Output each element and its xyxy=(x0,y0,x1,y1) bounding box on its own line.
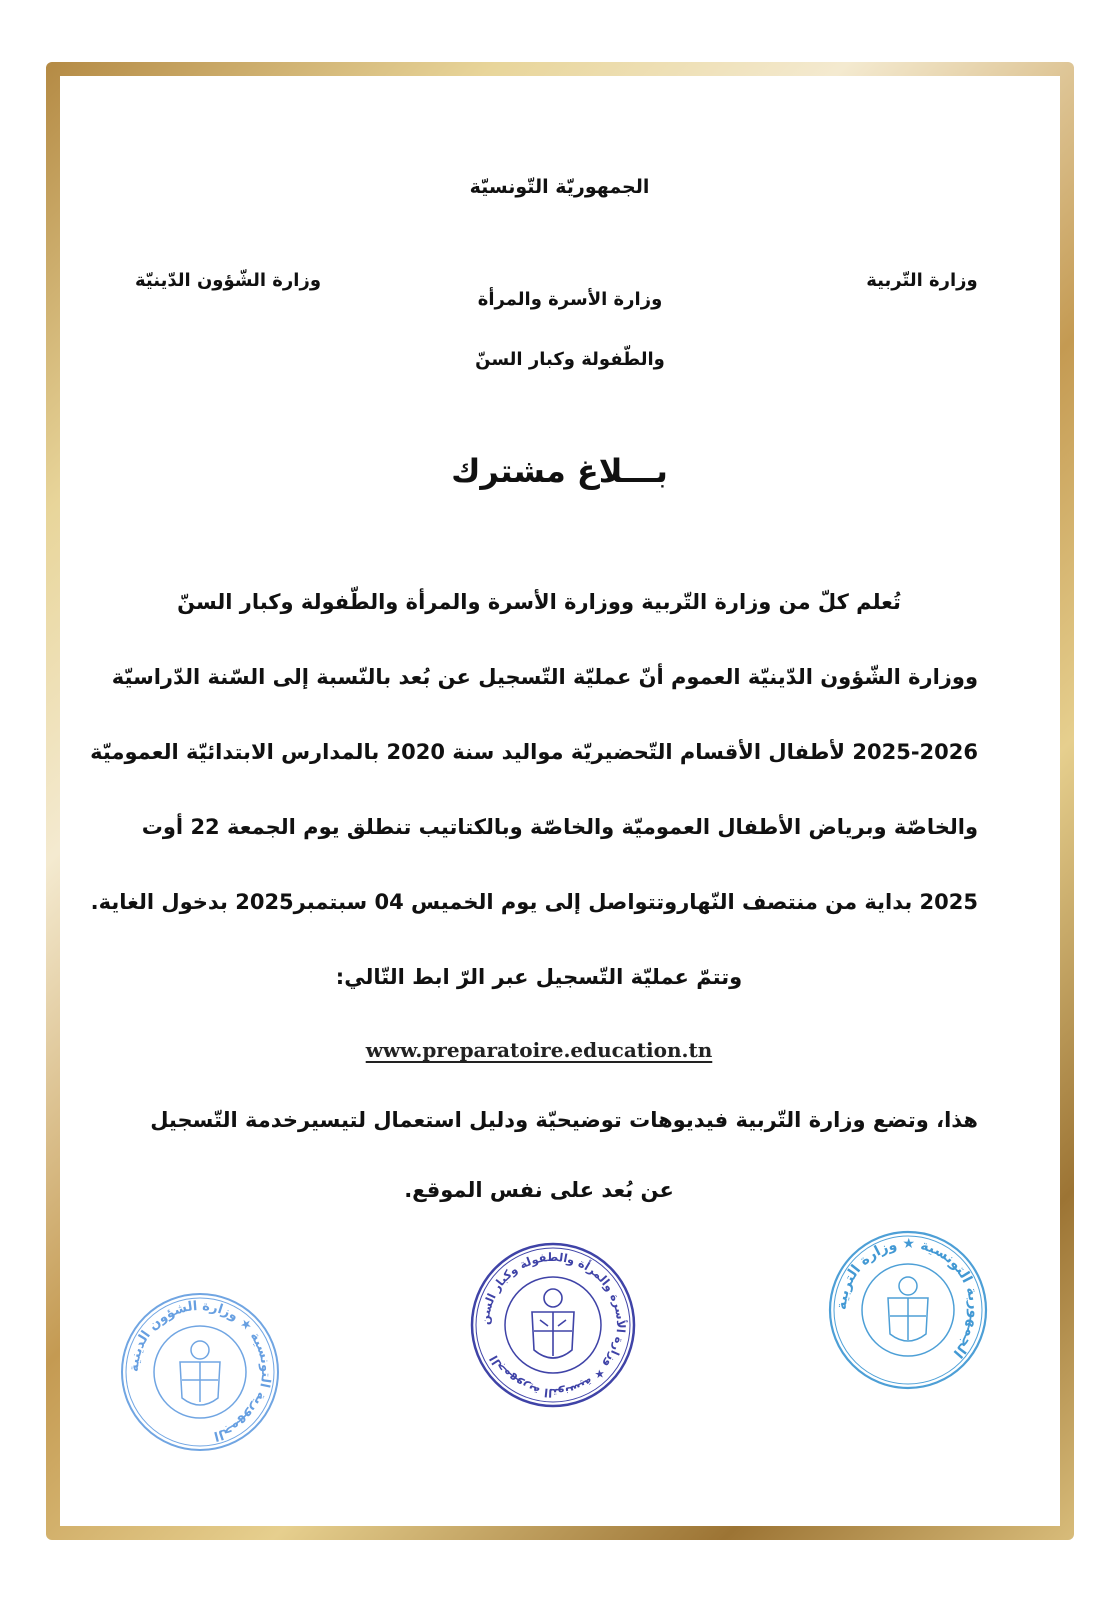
body-line-5: 2025 بداية من منتصف النّهاروتتواصل إلى يوم الخميس 04 سبتمبر2025 بدخول الغاية. xyxy=(90,890,978,914)
coat-of-arms-icon xyxy=(532,1289,574,1358)
body-line-3: 2025-2026 لأطفال الأقسام التّحضيريّة مواليد سنة 2020 بالمدارس الابتدائيّة العموميّة xyxy=(90,740,978,764)
stamp-education-text: الجمهورية التونسية ★ وزارة التربية xyxy=(833,1235,983,1361)
stamp-religious-affairs xyxy=(118,1290,282,1454)
body-line-8: عن بُعد على نفس الموقع. xyxy=(404,1178,674,1202)
body-line-4: والخاصّة وبرياض الأطفال العموميّة والخاصّة وبالكتاتيب تنطلق يوم الجمعة 22 أوت xyxy=(141,815,978,839)
body-line-6: وتتمّ عمليّة التّسجيل عبر الرّ ابط التّالي: xyxy=(335,965,743,989)
ministry-education: وزارة التّربية xyxy=(866,270,978,291)
communique-body xyxy=(90,565,978,1225)
body-line-7: هذا، وتضع وزارة التّربية فيديوهات توضيحيّة ودليل استعمال لتيسيرخدمة التّسجيل xyxy=(150,1108,978,1132)
ministry-family xyxy=(470,270,670,390)
coat-of-arms-icon xyxy=(180,1341,220,1405)
stamp-religious-text: الجمهورية التونسية ★ وزارة الشؤون الدينية xyxy=(126,1298,274,1444)
url-line xyxy=(100,1015,978,1085)
republic-heading: الجمهوريّة التّونسيّة xyxy=(469,176,650,198)
coat-of-arms-icon xyxy=(888,1277,928,1341)
stamp-family-text: الجمهورية التونسية ★ وزارة الأسرة والمرأة والطفولة وكبار السن xyxy=(477,1249,629,1401)
body-line-1: تُعلم كلّ من وزارة التّربية ووزارة الأسرة والمرأة والطّفولة وكبار السنّ xyxy=(177,590,901,614)
body-line-2: ووزارة الشّؤون الدّينيّة العموم أنّ عمليّة التّسجيل عن بُعد بالنّسبة إلى السّنة الدّراسيّة xyxy=(111,665,978,689)
document-title: بـــلاغ مشترك xyxy=(451,452,668,490)
stamp-family-ministry xyxy=(468,1240,638,1410)
ministry-religious-affairs: وزارة الشّؤون الدّينيّة xyxy=(134,270,322,291)
ministry-family-line2: والطّفولة وكبار السنّ xyxy=(475,349,665,370)
ministry-family-line1: وزارة الأسرة والمرأة xyxy=(477,289,663,310)
registration-link[interactable]: www.preparatoire.education.tn xyxy=(365,1038,713,1062)
stamp-education-ministry xyxy=(826,1228,990,1392)
